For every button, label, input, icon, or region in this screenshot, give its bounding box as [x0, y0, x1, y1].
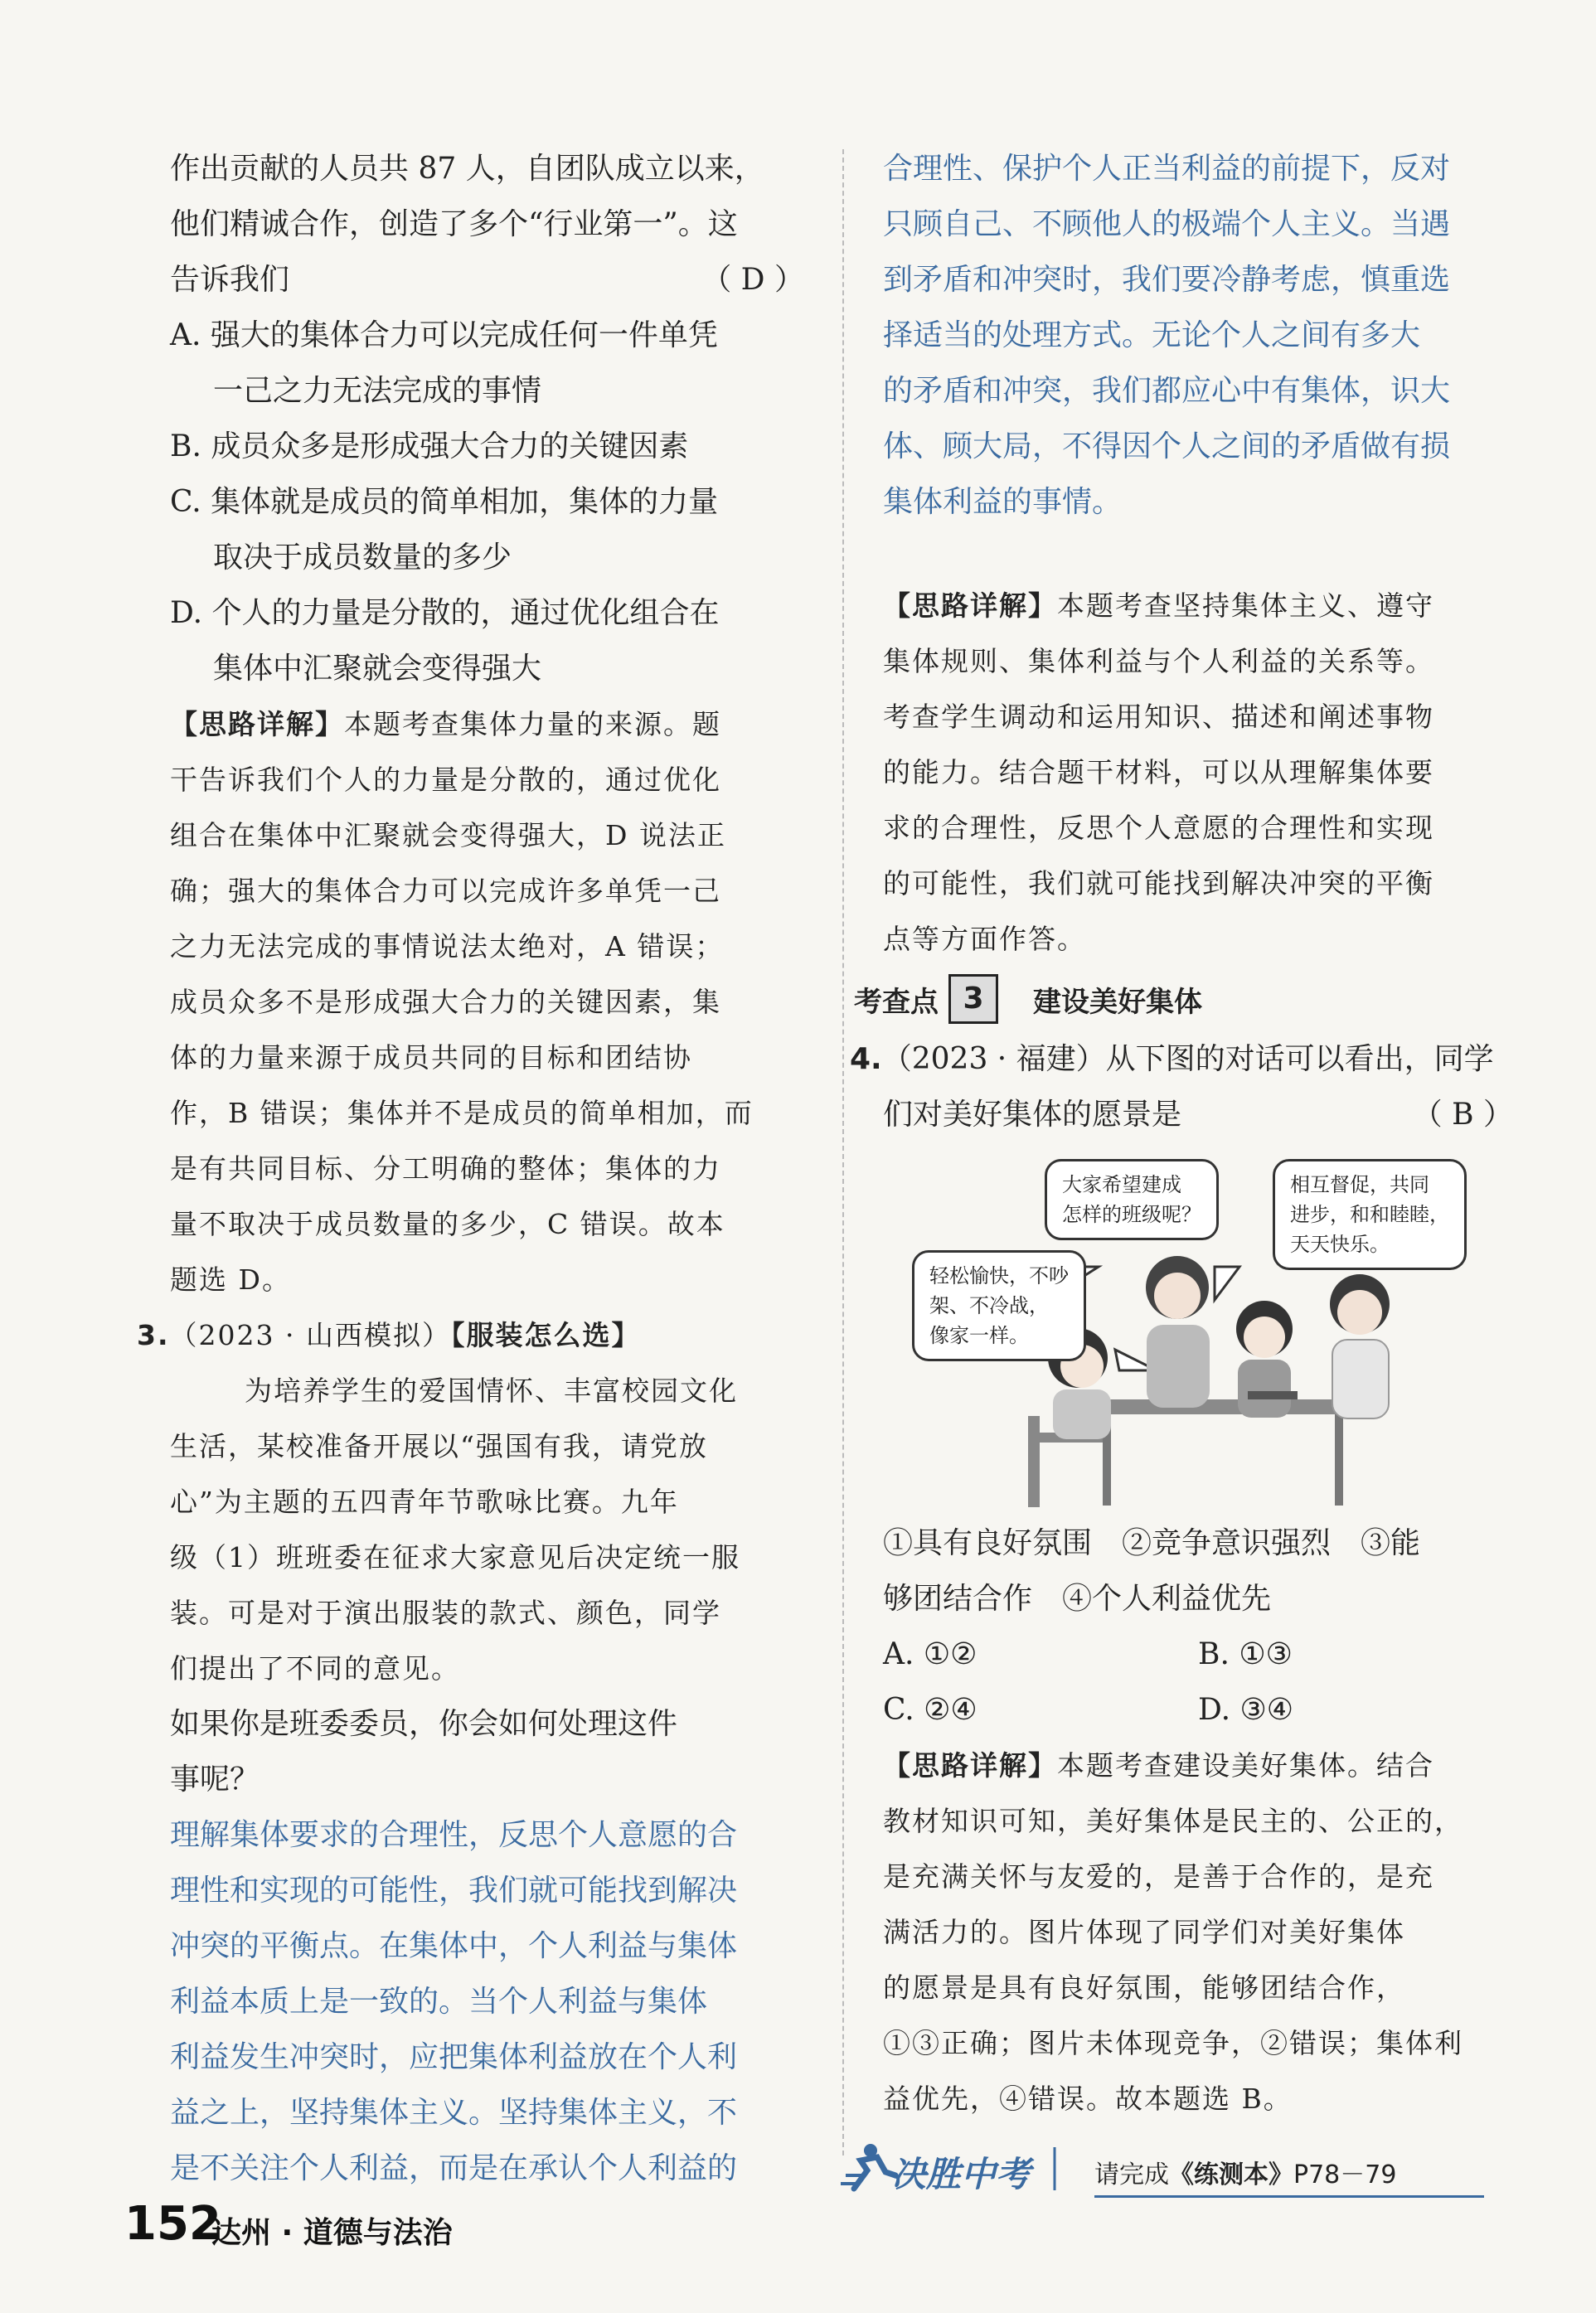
q2-answer: （ D ）	[701, 263, 804, 297]
footer-note-pages: P78－79	[1293, 2160, 1397, 2189]
q3-answer-cont-line: 集体利益的事情。	[883, 485, 1123, 519]
q3-answer-cont-line: 合理性、保护个人正当利益的前提下，反对	[883, 152, 1451, 186]
q3-stem-line: 生活，某校准备开展以“强国有我，请党放	[170, 1430, 708, 1462]
q3-stem-line: 们提出了不同的意见。	[170, 1652, 460, 1685]
q4-option-a: A. ①②	[883, 1637, 977, 1671]
q3-analysis-line: 考查学生调动和运用知识、描述和阐述事物	[883, 701, 1434, 733]
q3-answer-cont-line: 择适当的处理方式。无论个人之间有多大	[883, 318, 1421, 352]
q2-stem-line	[170, 252, 804, 308]
q3-answer-line: 冲突的平衡点。在集体中，个人利益与集体	[170, 1929, 738, 1963]
footer-subject: 达州 · 道德与法治	[211, 2216, 453, 2250]
q3-answer-cont-line: 的矛盾和冲突，我们都应心中有集体，识大	[883, 374, 1451, 408]
q4-option-d: D. ③④	[1198, 1693, 1294, 1727]
q2-analysis-line	[170, 696, 804, 752]
bubble-text: 像家一样。	[929, 1324, 1029, 1347]
q4-options-row	[883, 1627, 1513, 1682]
student-girl-glasses	[1236, 1301, 1293, 1418]
q4-stem-text: （2023 · 福建）从下图的对话可以看出，同学	[881, 1042, 1494, 1076]
q4-stem-text: 们对美好集体的愿景是	[883, 1098, 1182, 1132]
analysis-text: 本题考查建设美好集体。结合	[1057, 1749, 1434, 1782]
dialogue-illustration	[883, 1142, 1513, 1515]
q4-analysis-line: 教材知识可知，美好集体是民主的、公正的，	[883, 1805, 1463, 1837]
bubble-text: 轻松愉快，不吵	[929, 1264, 1069, 1287]
logo-text: 决胜中考	[891, 2154, 1031, 2194]
q2-stem-line: 作出贡献的人员共 87 人，自团队成立以来，	[170, 152, 764, 186]
q4-analysis-line: ①③正确；图片未体现竞争，②错误；集体利	[883, 2027, 1463, 2059]
q3-stem-line: 装。可是对于演出服装的款式、颜色，同学	[170, 1597, 721, 1629]
bubble-text: 进步，和和睦睦，	[1290, 1203, 1449, 1226]
book	[1248, 1391, 1298, 1399]
q2-option-a: A. 强大的集体合力可以完成任何一件单凭	[170, 318, 718, 352]
q3-answer-cont-line: 到矛盾和冲突时，我们要冷静考虑，慎重选	[883, 263, 1451, 297]
section-number: 3	[948, 974, 998, 1024]
analysis-label: 【思路详解】	[883, 1749, 1057, 1782]
table-leg	[1335, 1414, 1343, 1506]
q3-tag: 【服装怎么选】	[450, 1319, 641, 1351]
q2-analysis-line: 作，B 错误；集体并不是成员的简单相加，而	[170, 1097, 754, 1129]
bubble-text: 怎样的班级呢？	[1062, 1203, 1201, 1226]
speech-bubble-3	[912, 1250, 1086, 1361]
q2-analysis-line: 是有共同目标、分工明确的整体；集体的力	[170, 1152, 721, 1185]
q4-analysis-line: 满活力的。图片体现了同学们对美好集体	[883, 1916, 1405, 1948]
q3-analysis-line: 集体规则、集体利益与个人利益的关系等。	[883, 645, 1434, 677]
q2-analysis-line: 题选 D。	[170, 1263, 291, 1296]
q3-answer-line: 是不关注个人利益，而是在承认个人利益的	[170, 2151, 738, 2185]
q2-option-a-cont: 一己之力无法完成的事情	[213, 374, 542, 408]
bubble-text: 相互督促，共同	[1290, 1173, 1429, 1196]
q3-answer-line: 益之上，坚持集体主义。坚持集体主义，不	[170, 2096, 738, 2130]
q3-header	[137, 1307, 804, 1363]
q2-option-d: D. 个人的力量是分散的，通过优化组合在	[170, 596, 720, 630]
speech-bubble-1	[1045, 1159, 1219, 1240]
footer-note	[1094, 2154, 1484, 2198]
q2-analysis-line: 组合在集体中汇聚就会变得强大，D 说法正	[170, 819, 726, 851]
q4-analysis-line: 益优先，④错误。故本题选 B。	[883, 2083, 1293, 2115]
section-label: 考查点	[854, 985, 939, 1019]
q4-analysis-line	[883, 1738, 1513, 1793]
student-teacher	[1146, 1256, 1210, 1408]
q4-number: 4.	[850, 1042, 882, 1076]
q3-stem-line: 心”为主题的五四青年节歌咏比赛。九年	[170, 1486, 679, 1518]
section-heading	[854, 970, 1513, 1028]
q2-analysis-line: 干告诉我们个人的力量是分散的，通过优化	[170, 764, 721, 796]
q2-analysis-line: 之力无法完成的事情说法太绝对，A 错误；	[170, 930, 725, 963]
q2-option-d-cont: 集体中汇聚就会变得强大	[213, 652, 542, 686]
analysis-label: 【思路详解】	[170, 708, 344, 740]
q3-analysis-line: 求的合理性，反思个人意愿的合理性和实现	[883, 812, 1434, 844]
q3-answer-line: 理解集体要求的合理性，反思个人意愿的合	[170, 1818, 738, 1852]
q2-analysis-line: 量不取决于成员数量的多少，C 错误。故本	[170, 1208, 725, 1240]
bubble-tail	[1215, 1267, 1239, 1300]
q3-analysis-line	[883, 578, 1513, 633]
q3-question-line: 事呢？	[170, 1763, 260, 1797]
q3-stem-line: 级（1）班班委在征求大家意见后决定统一服	[170, 1541, 740, 1574]
speech-bubble-2	[1273, 1159, 1467, 1270]
analysis-text: 本题考查坚持集体主义、遵守	[1057, 589, 1434, 622]
q3-answer-cont-line: 体、顾大局，不得因个人之间的矛盾做有损	[883, 429, 1451, 463]
page-number: 152	[124, 2197, 221, 2251]
q3-answer-cont-line: 只顾自己、不顾他人的极端个人主义。当遇	[883, 207, 1451, 241]
footer-note-book: 《练测本》	[1169, 2160, 1293, 2189]
q4-analysis-line: 的愿景是具有良好氛围，能够团结合作，	[883, 1971, 1405, 2004]
bubble-text: 架、不冷战，	[929, 1294, 1049, 1317]
q2-stem-line: 他们精诚合作，创造了多个“行业第一”。这	[170, 207, 738, 241]
q2-analysis-line: 体的力量来源于成员共同的目标和团结协	[170, 1041, 692, 1074]
q2-analysis-line: 成员众多不是形成强大合力的关键因素，集	[170, 986, 721, 1018]
q4-option-c: C. ②④	[883, 1693, 977, 1727]
footer-note-prefix: 请完成	[1094, 2160, 1169, 2189]
section-title: 建设美好集体	[1033, 985, 1202, 1019]
q4-stem-line	[883, 1087, 1513, 1142]
q4-option-b: B. ①③	[1198, 1637, 1293, 1671]
q3-answer-line: 理性和实现的可能性，我们就可能找到解决	[170, 1874, 738, 1908]
q4-answer: （ B ）	[1412, 1098, 1513, 1132]
q2-option-b: B. 成员众多是形成强大合力的关键因素	[170, 429, 689, 463]
q2-option-c: C. 集体就是成员的简单相加，集体的力量	[170, 485, 719, 519]
left-column	[137, 141, 804, 2196]
q4-stem-line	[850, 1031, 1513, 1087]
analysis-text: 本题考查集体力量的来源。题	[344, 708, 721, 740]
q3-analysis-line: 的能力。结合题干材料，可以从理解集体要	[883, 756, 1434, 788]
table-top	[1086, 1399, 1360, 1414]
q4-analysis-line: 是充满关怀与友爱的，是善于合作的，是充	[883, 1860, 1434, 1893]
right-column	[850, 141, 1513, 2126]
q3-answer-line: 利益发生冲突时，应把集体利益放在个人利	[170, 2040, 738, 2074]
q2-analysis-line: 确；强大的集体合力可以完成许多单凭一己	[170, 875, 721, 907]
q3-number: 3.	[137, 1319, 170, 1351]
bubble-text: 大家希望建成	[1062, 1173, 1181, 1196]
q4-items-line: ①具有良好氛围 ②竞争意识强烈 ③能	[883, 1526, 1421, 1560]
q2-option-c-cont: 取决于成员数量的多少	[213, 541, 512, 575]
q3-answer-line: 利益本质上是一致的。当个人利益与集体	[170, 1985, 708, 2019]
chair-leg	[1028, 1416, 1040, 1507]
student-boy	[1330, 1274, 1390, 1418]
q4-items-line: 够团结合作 ④个人利益优先	[883, 1582, 1272, 1616]
q3-analysis-line: 点等方面作答。	[883, 923, 1086, 955]
q3-analysis-line: 的可能性，我们就可能找到解决冲突的平衡	[883, 867, 1434, 900]
q3-source: （2023 · 山西模拟）	[169, 1319, 451, 1351]
bubble-text: 天天快乐。	[1290, 1233, 1390, 1256]
q3-question-line: 如果你是班委委员，你会如何处理这件	[170, 1707, 678, 1741]
q4-options-row	[883, 1682, 1513, 1738]
q2-stem-line-text: 告诉我们	[170, 263, 290, 297]
analysis-label: 【思路详解】	[883, 589, 1057, 622]
q3-stem-line: 为培养学生的爱国情怀、丰富校园文化	[245, 1375, 738, 1407]
